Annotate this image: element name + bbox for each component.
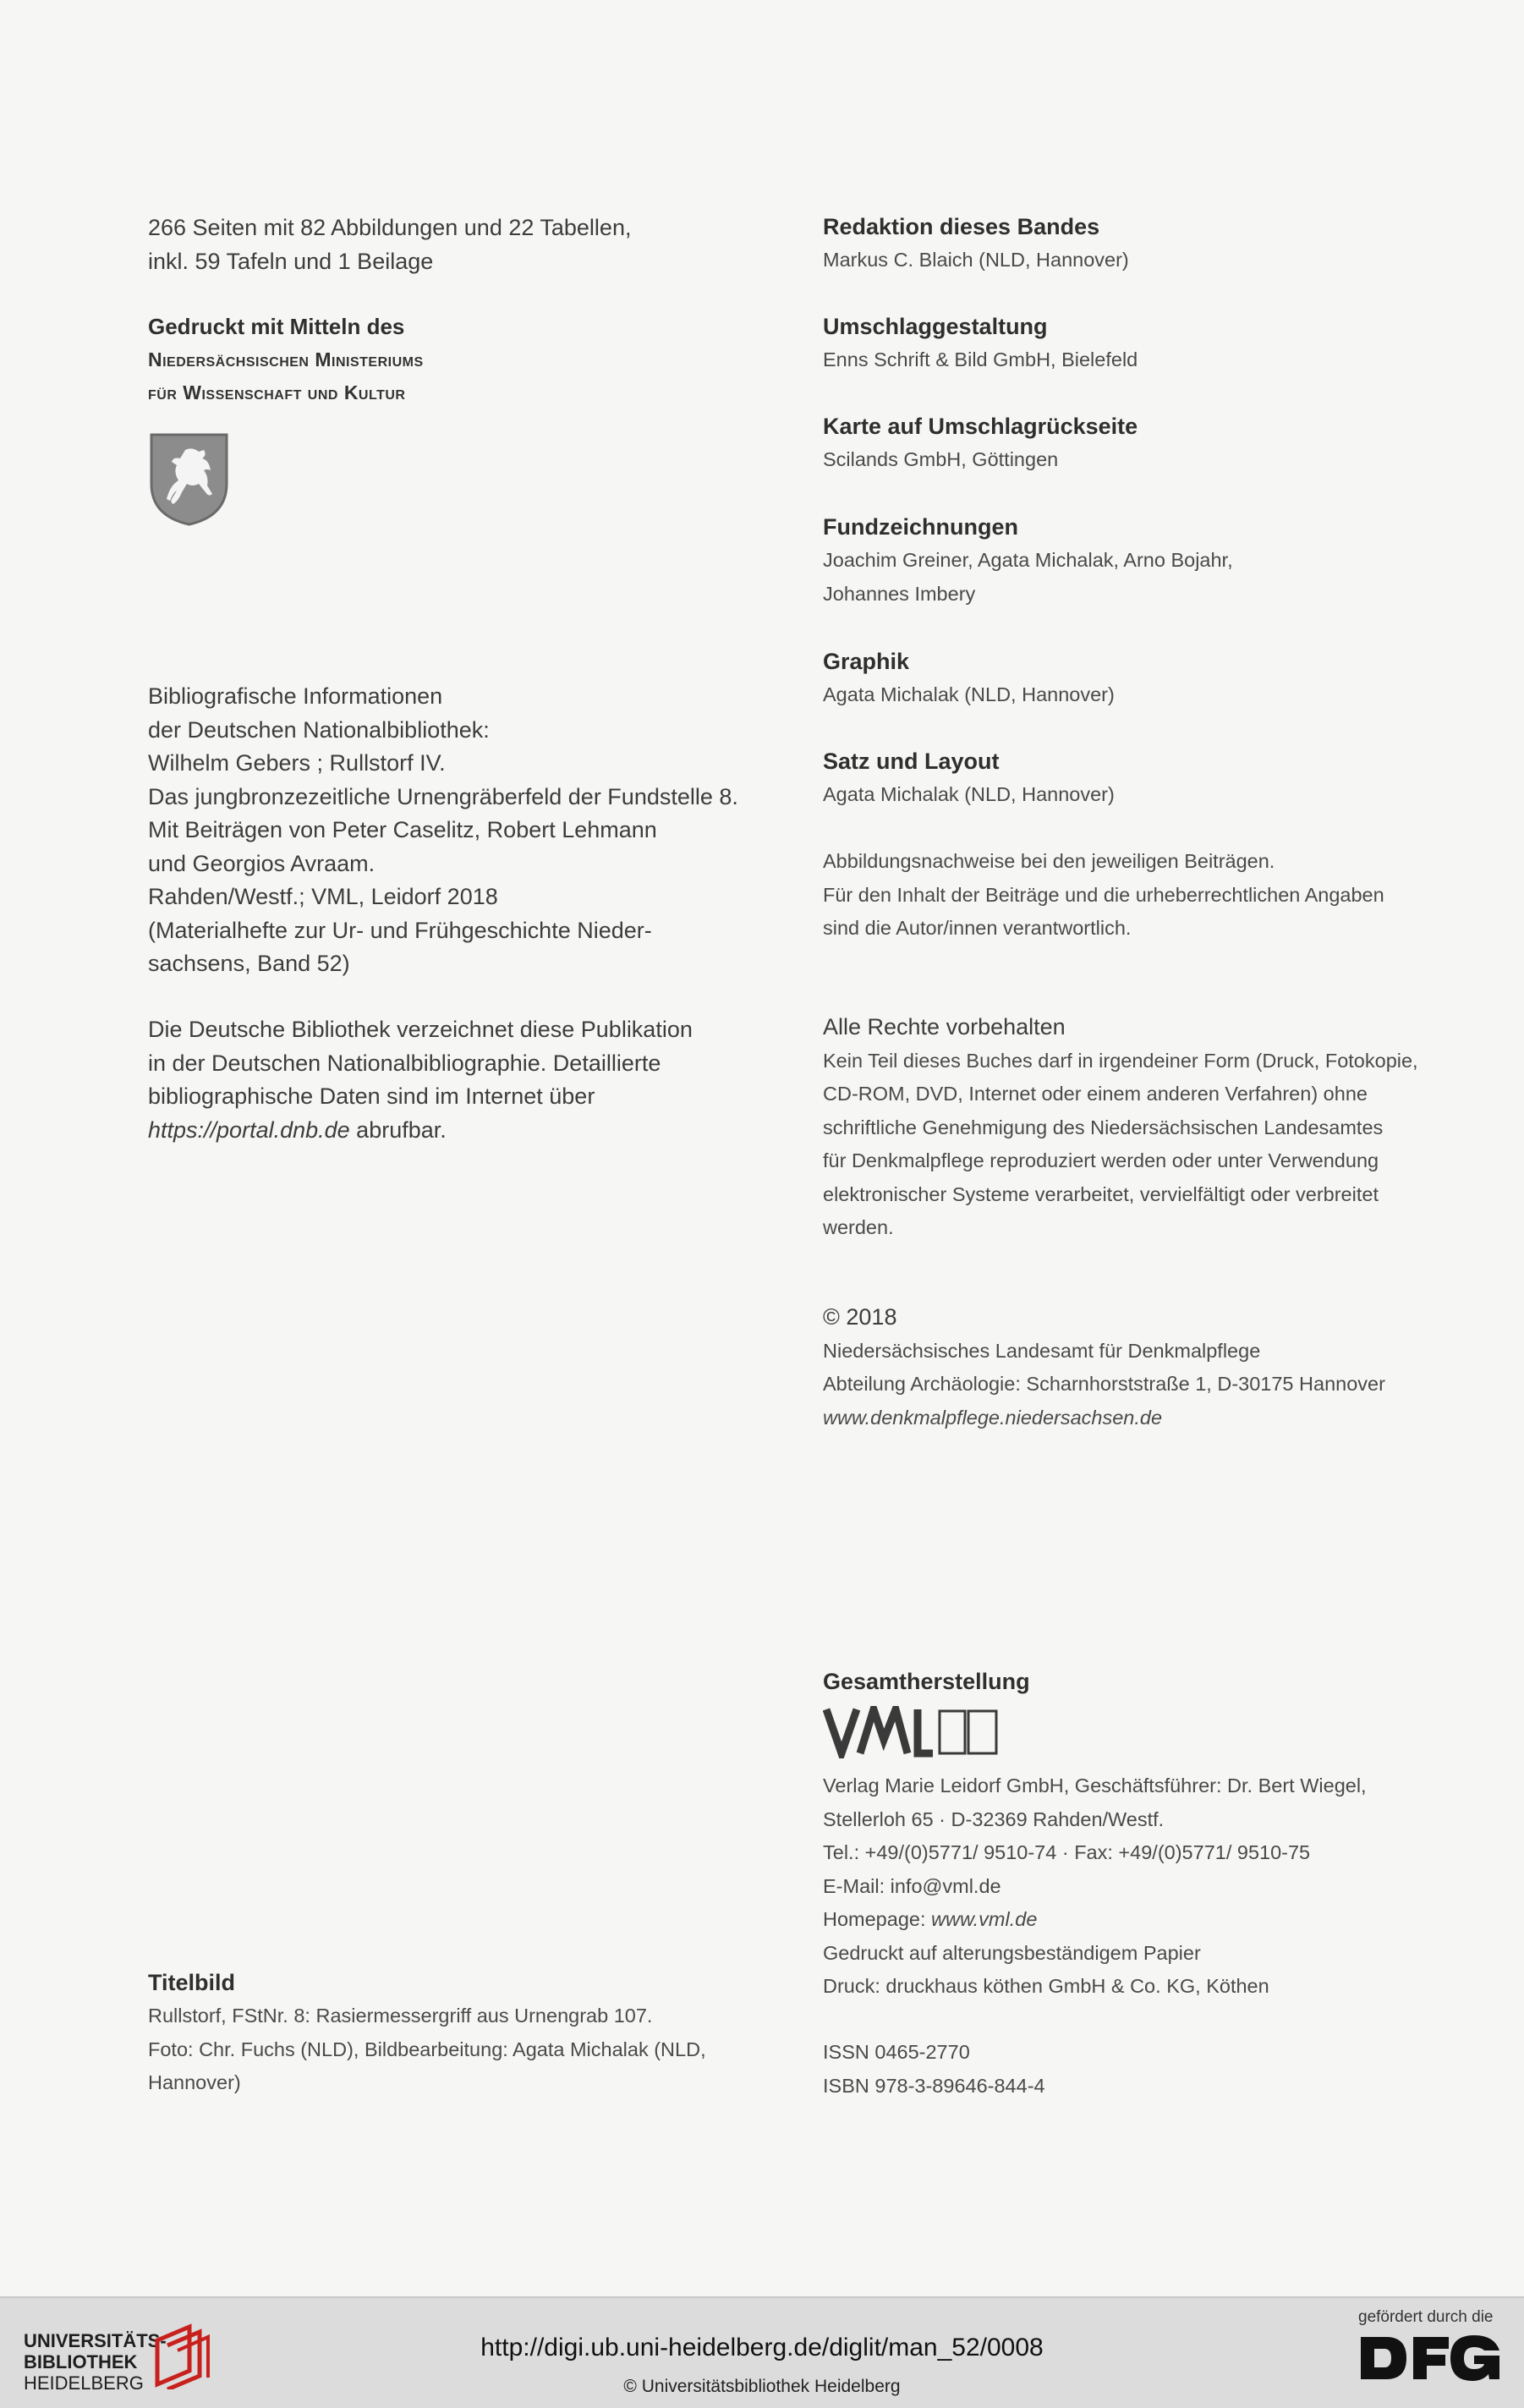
graphik-section: Graphik Agata Michalak (NLD, Hannover) [823, 645, 1466, 712]
permalink-url[interactable]: http://digi.ub.uni-heidelberg.de/diglit/man_52/0008 [480, 2334, 1044, 2361]
fundzeichnungen-heading: Fundzeichnungen [823, 514, 1018, 540]
satz-section: Satz und Layout Agata Michalak (NLD, Hannover) [823, 744, 1466, 812]
titelbild-section: Titelbild Rullstorf, FStNr. 8: Rasiermessergriff aus Urnengrab 107. Foto: Chr. Fuchs (NLD), Bildbearbeitung: Agata Michalak (NLD, Hannover) [148, 1966, 774, 2100]
isbn-block [823, 2036, 1466, 2103]
gesamtherstellung-heading-block [823, 1665, 1466, 1698]
vml-homepage-link[interactable]: www.vml.de [931, 1908, 1038, 1930]
dfg-caption: gefördert durch die [1358, 2308, 1494, 2326]
lower-saxony-horse-crest-icon [148, 431, 230, 527]
rights-section: Alle Rechte vorbehalten Kein Teil dieses Buches darf in irgendeiner Form (Druck, Fotokopie, CD-ROM, DVD, Internet oder einem anderen Verfahren) ohne schriftliche Genehmigung des Niedersächsischen Landesamtes für Denkmalpflege reproduziert werden oder unter Verwendung elektronischer Systeme verarbeitet, vervielfältigt oder verbreitet werden. [823, 1011, 1466, 1245]
vml-logo-icon [823, 1706, 1000, 1758]
titelbild-heading: Titelbild [148, 1970, 236, 1995]
fundzeichnungen-section: Fundzeichnungen Joachim Greiner, Agata Michalak, Arno Bojahr, Johannes Imbery [823, 510, 1466, 611]
satz-heading: Satz und Layout [823, 749, 1000, 774]
issn: ISSN 0465-2770 [823, 2041, 970, 2063]
rights-heading: Alle Rechte vorbehalten [823, 1014, 1066, 1039]
redaktion-heading: Redaktion dieses Bandes [823, 214, 1100, 239]
footer-copyright: © Universitätsbibliothek Heidelberg [623, 2377, 901, 2396]
denkmalpflege-link[interactable]: www.denkmalpflege.niedersachsen.de [823, 1406, 1163, 1429]
isbn: ISBN 978-3-89646-844-4 [823, 2074, 1045, 2097]
dnb-link[interactable]: https://portal.dnb.de [148, 1116, 350, 1143]
redaktion-section: Redaktion dieses Bandes Markus C. Blaich (NLD, Hannover) [823, 210, 1466, 277]
copyright-section: © 2018 Niedersächsisches Landesamt für Denkmalpflege Abteilung Archäologie: Scharnhorststraße 1, D-30175 Hannover www.denkmalpflege.niedersachsen.de [823, 1301, 1466, 1434]
dnb-notice: Die Deutsche Bibliothek verzeichnet diese Publikation in der Deutschen Nationalbibliographie. Detaillierte bibliographische Daten sind im Internet über https://portal.dnb.de abrufbar. [148, 1017, 693, 1143]
footer-bar [0, 2296, 1524, 2408]
funding-heading: Gedruckt mit Mitteln des [148, 314, 405, 339]
graphik-heading: Graphik [823, 649, 910, 674]
bibliographic-info: Bibliografische Informationen der Deutschen Nationalbibliothek: Wilhelm Gebers ; Rullstorf IV. Das jungbronzezeitliche Urnengräberfeld der Fundstelle 8. Mit Beiträgen von Peter Caselitz, Robert Lehmann und Georgios Avraam. Rahden/Westf.; VML, Leidorf 2018 (Materialhefte zur Ur- und Frühgeschichte Nieder- sachsens, Band 52) [148, 683, 738, 976]
umschlag-section: Umschlaggestaltung Enns Schrift & Bild GmbH, Bielefeld [823, 310, 1466, 377]
copyright-year: © 2018 [823, 1304, 897, 1330]
karte-section: Karte auf Umschlagrückseite Scilands GmbH, Göttingen [823, 409, 1466, 477]
publisher-info: Verlag Marie Leidorf GmbH, Geschäftsführer: Dr. Bert Wiegel, Stellerloh 65 · D-32369 Rahden/Westf. Tel.: +49/(0)5771/ 9510-74 · Fax: +49/(0)5771/ 9510-75 E-Mail: info@vml.de Homepage: www.vml.de Gedruckt auf alterungsbeständigem Papier Druck: druckhaus köthen GmbH & Co. KG, Köthen [823, 1774, 1367, 1997]
karte-heading: Karte auf Umschlagrückseite [823, 414, 1138, 439]
gesamtherstellung-heading: Gesamtherstellung [823, 1669, 1030, 1694]
ub-heidelberg-logo[interactable]: UNIVERSITÄTS- BIBLIOTHEK HEIDELBERG [24, 2330, 167, 2394]
image-credits-note: Abbildungsnachweise bei den jeweiligen Beiträgen. Für den Inhalt der Beiträge und die urheberrechtlichen Angaben sind die Autor/innen verantwortlich. [823, 850, 1384, 939]
funding-ministry: Niedersächsischen Ministeriums [148, 348, 424, 370]
page-count: 266 Seiten mit 82 Abbildungen und 22 Tabellen, inkl. 59 Tafeln und 1 Beilage [148, 215, 632, 274]
dfg-logo-icon[interactable] [1357, 2332, 1503, 2384]
umschlag-heading: Umschlaggestaltung [823, 314, 1048, 339]
funding-note: Gedruckt mit Mitteln des Niedersächsischen Ministeriums für Wissenschaft und Kultur [148, 310, 774, 409]
